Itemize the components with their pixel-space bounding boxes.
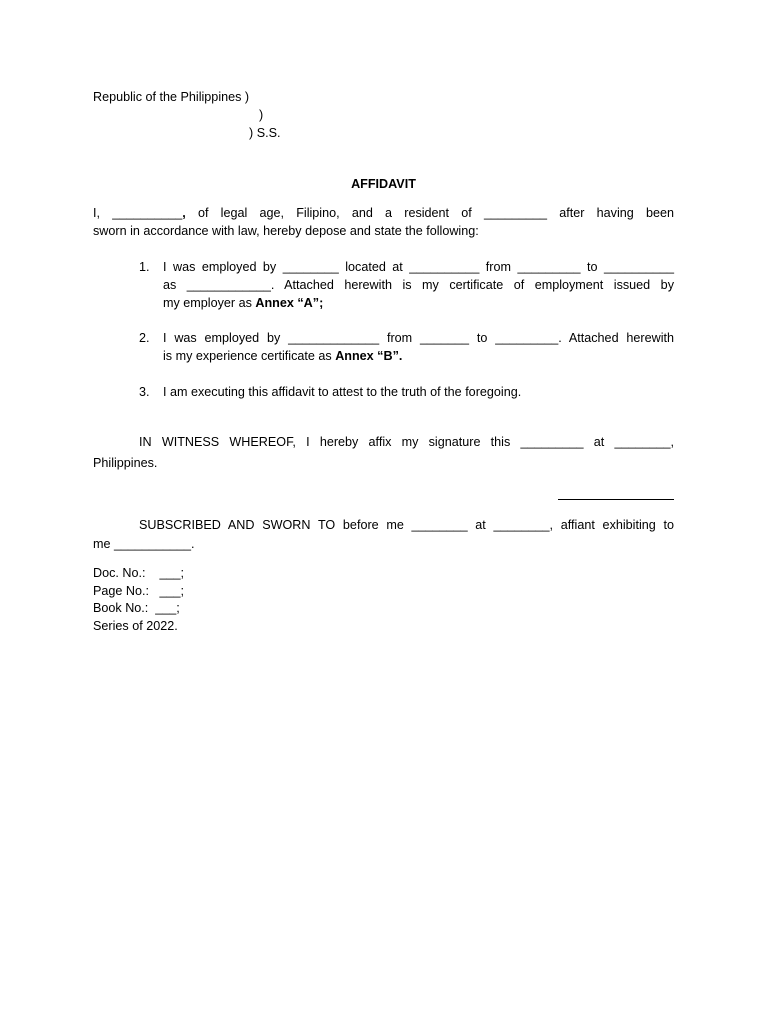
item-2-line-2-text: is my experience certificate as <box>163 349 336 363</box>
item-1-line-2: as ____________. Attached herewith is my certificate of employment issued by <box>163 278 674 292</box>
affidavit-page <box>93 0 674 1024</box>
book-no: Book No.: ___; <box>93 601 180 615</box>
item-2-number: 2. <box>139 331 150 345</box>
item-1-line-3 <box>163 294 674 312</box>
item-1-line-1: I was employed by ________ located at __________ from _________ to __________ <box>163 260 674 274</box>
item-2-line-2 <box>163 347 674 365</box>
witness-line-1: IN WITNESS WHEREOF, I hereby affix my signature this _________ at ________, <box>139 435 674 449</box>
series-year: Series of 2022. <box>93 619 178 633</box>
intro-part-a: I, __________ <box>93 206 183 220</box>
item-1-number: 1. <box>139 260 150 274</box>
document-title: AFFIDAVIT <box>351 177 416 191</box>
witness-line-2: Philippines. <box>93 456 158 470</box>
intro-line-1 <box>93 204 674 222</box>
item-2-period: . <box>398 349 403 363</box>
item-2-line-1: I was employed by _____________ from _______ to _________. Attached herewith <box>163 331 674 345</box>
annex-a-label: Annex “A”; <box>255 296 324 310</box>
signature-line <box>558 499 674 500</box>
venue-line-1: Republic of the Philippines ) <box>93 90 250 104</box>
item-3-line-1: I am executing this affidavit to attest to the truth of the foregoing. <box>163 385 522 399</box>
item-1-line-3-text: my employer as <box>163 296 256 310</box>
item-3-number: 3. <box>139 385 150 399</box>
intro-comma: , <box>182 206 186 220</box>
subscribed-line-2: me ___________. <box>93 537 195 551</box>
page-no: Page No.: ___; <box>93 584 185 598</box>
subscribed-line-1: SUBSCRIBED AND SWORN TO before me ________ at ________, affiant exhibiting to <box>139 518 674 532</box>
venue-line-3: ) S.S. <box>249 126 281 140</box>
doc-no: Doc. No.: ___; <box>93 566 184 580</box>
annex-b-label: Annex “B” <box>335 349 399 363</box>
intro-line-2: sworn in accordance with law, hereby depose and state the following: <box>93 224 479 238</box>
intro-part-b: of legal age, Filipino, and a resident of _________ after having been <box>185 206 674 220</box>
venue-line-2: ) <box>259 108 264 122</box>
